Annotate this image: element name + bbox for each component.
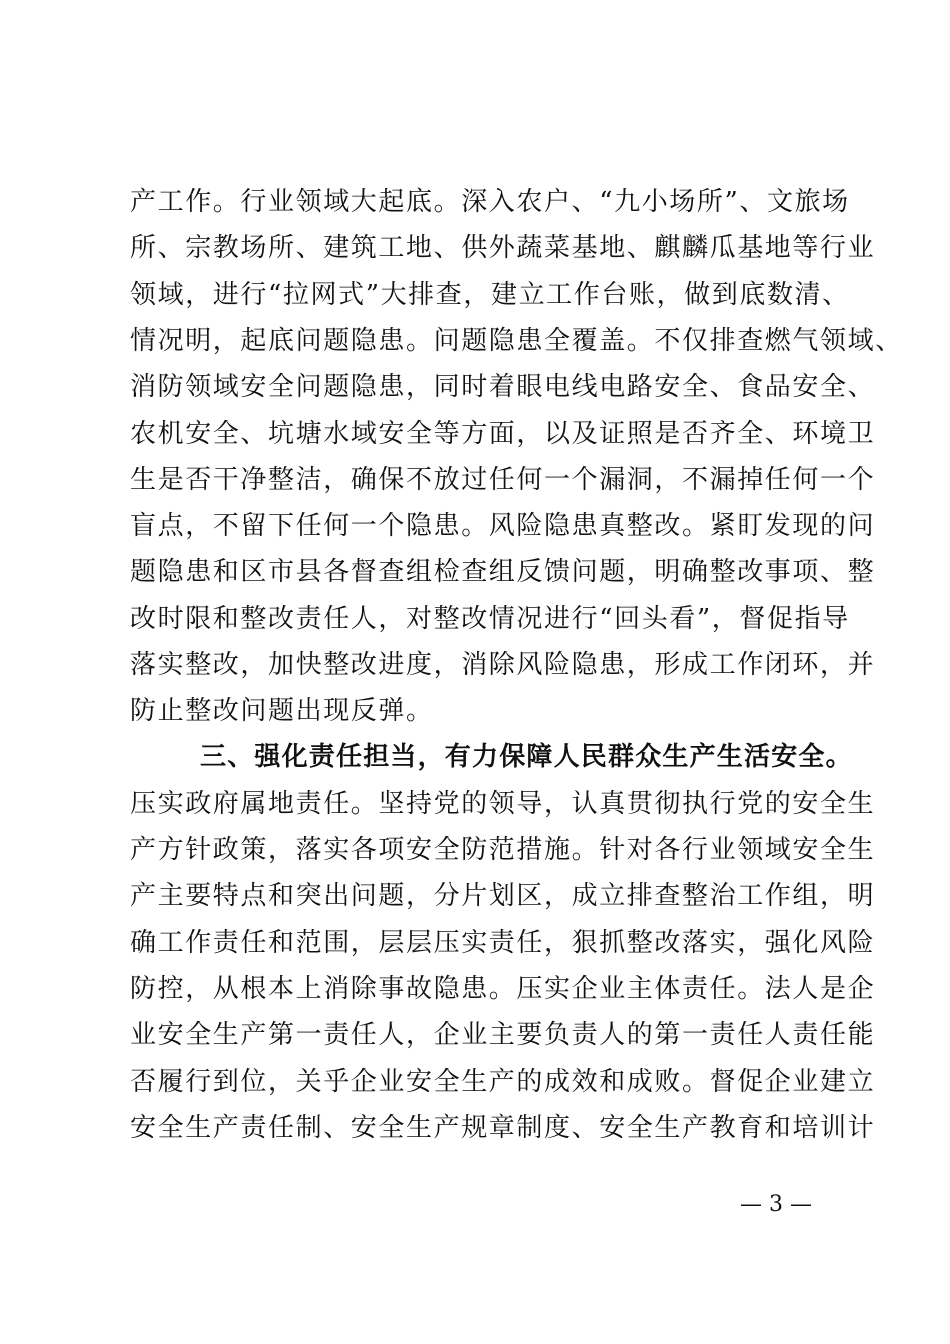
body-text-line: 产主要特点和突出问题，分片划区，成立排查整治工作组，明	[130, 881, 876, 911]
body-text-line: 确工作责任和范围，层层压实责任，狠抓整改落实，强化风险	[130, 928, 876, 958]
body-text-line: 盲点，不留下任何一个隐患。风险隐患真整改。紧盯发现的问	[130, 511, 876, 541]
body-text-line: 消防领域安全问题隐患，同时着眼电线电路安全、食品安全、	[130, 372, 876, 402]
body-text-line: 压实政府属地责任。坚持党的领导，认真贯彻执行党的安全生	[130, 789, 876, 819]
section-heading: 三、强化责任担当，有力保障人民群众生产生活安全。	[200, 742, 853, 772]
body-text-line: 业安全生产第一责任人，企业主要负责人的第一责任人责任能	[130, 1020, 876, 1050]
body-text-line: 落实整改，加快整改进度，消除风险隐患，形成工作闭环，并	[130, 650, 876, 680]
body-text-line: 安全生产责任制、安全生产规章制度、安全生产教育和培训计	[130, 1113, 876, 1143]
page-number: — 3 —	[740, 1192, 812, 1217]
body-text-line: 产工作。行业领域大起底。深入农户、“九小场所”、文旅场	[130, 187, 850, 217]
body-text-line: 改时限和整改责任人，对整改情况进行“回头看”，督促指导	[130, 604, 850, 634]
body-text-line: 防控，从根本上消除事故隐患。压实企业主体责任。法人是企	[130, 974, 876, 1004]
body-text-line: 领域，进行“拉网式”大排查，建立工作台账，做到底数清、	[130, 280, 850, 310]
body-text-line: 题隐患和区市县各督查组检查组反馈问题，明确整改事项、整	[130, 557, 876, 587]
body-text-line: 农机安全、坑塘水域安全等方面，以及证照是否齐全、环境卫	[130, 419, 876, 449]
body-text-line: 情况明，起底问题隐患。问题隐患全覆盖。不仅排查燃气领域、	[130, 326, 903, 356]
body-text-line: 否履行到位，关乎企业安全生产的成效和成败。督促企业建立	[130, 1067, 876, 1097]
body-text-line: 产方针政策，落实各项安全防范措施。针对各行业领域安全生	[130, 835, 876, 865]
body-text-line: 生是否干净整洁，确保不放过任何一个漏洞，不漏掉任何一个	[130, 465, 876, 495]
body-text-line: 防止整改问题出现反弹。	[130, 696, 434, 726]
body-text-line: 所、宗教场所、建筑工地、供外蔬菜基地、麒麟瓜基地等行业	[130, 233, 876, 263]
